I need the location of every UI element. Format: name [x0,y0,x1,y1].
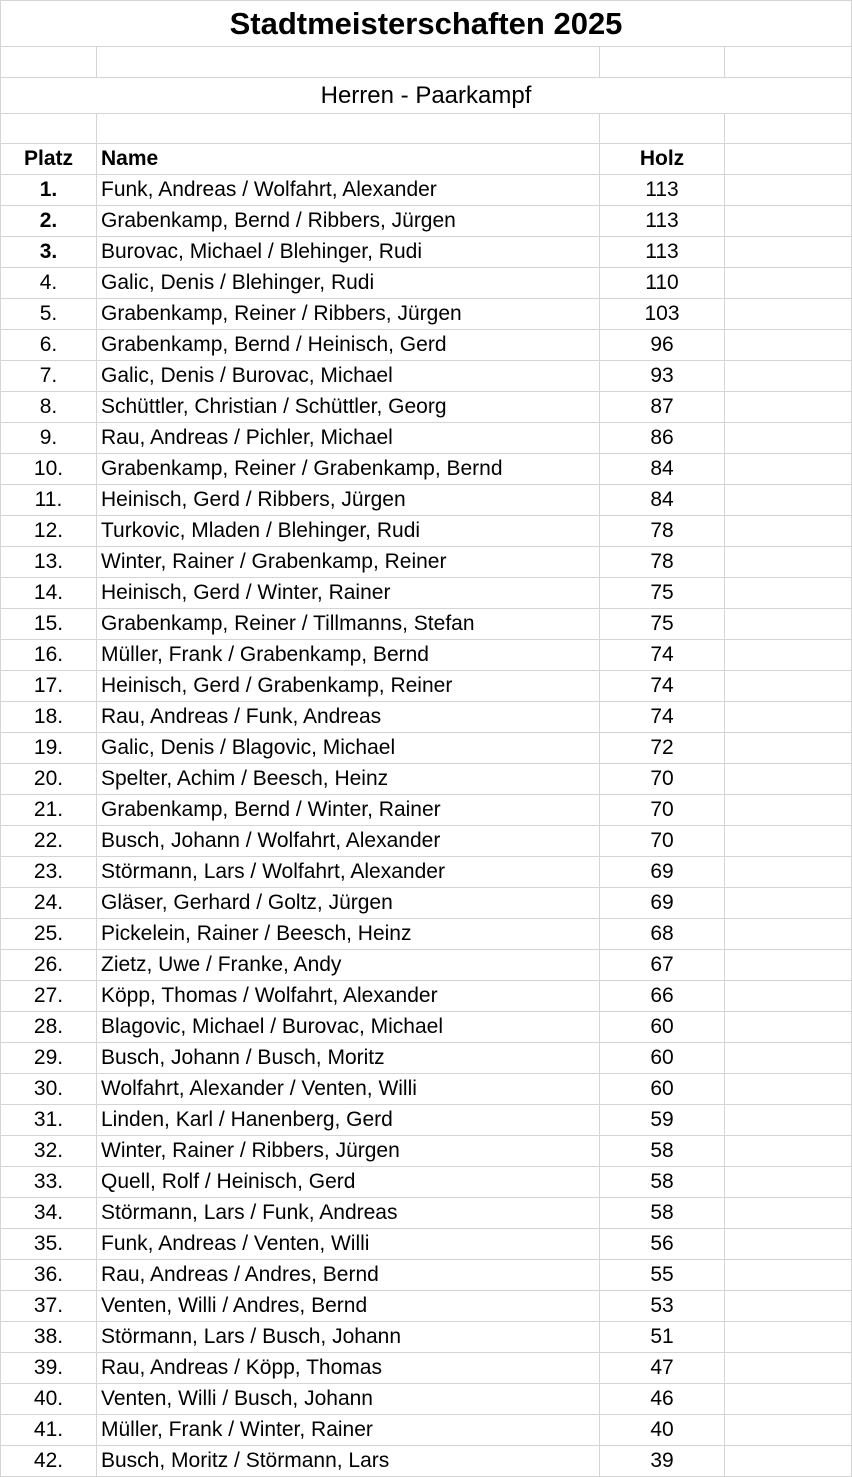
platz-cell[interactable]: 3. [0,237,97,267]
platz-cell[interactable]: 36. [0,1260,97,1290]
header-platz[interactable]: Platz [0,144,97,174]
table-row [0,206,852,237]
results-table [0,175,852,1477]
platz-cell[interactable]: 19. [0,733,97,763]
header-row [0,144,852,175]
table-row [0,392,852,423]
platz-cell[interactable]: 14. [0,578,97,608]
name-cell[interactable]: Müller, Frank / Grabenkamp, Bernd [97,640,600,670]
platz-cell[interactable]: 12. [0,516,97,546]
holz-cell[interactable]: 53 [600,1291,725,1321]
name-cell[interactable]: Busch, Johann / Busch, Moritz [97,1043,600,1073]
holz-cell[interactable]: 60 [600,1012,725,1042]
platz-cell[interactable]: 11. [0,485,97,515]
empty-cell[interactable] [725,671,852,701]
holz-cell[interactable]: 60 [600,1074,725,1104]
name-cell[interactable]: Burovac, Michael / Blehinger, Rudi [97,237,600,267]
empty-cell[interactable] [725,919,852,949]
holz-cell[interactable]: 113 [600,175,725,205]
table-row [0,454,852,485]
platz-cell[interactable]: 8. [0,392,97,422]
platz-cell[interactable]: 13. [0,547,97,577]
empty-cell[interactable] [725,361,852,391]
holz-cell[interactable]: 75 [600,609,725,639]
platz-cell[interactable]: 15. [0,609,97,639]
name-cell[interactable]: Blagovic, Michael / Burovac, Michael [97,1012,600,1042]
table-row [0,299,852,330]
empty-cell[interactable] [725,423,852,453]
table-row [0,795,852,826]
empty-cell[interactable] [725,609,852,639]
empty-cell[interactable] [725,826,852,856]
empty-cell[interactable] [725,299,852,329]
name-cell[interactable]: Grabenkamp, Reiner / Ribbers, Jürgen [97,299,600,329]
platz-cell[interactable]: 6. [0,330,97,360]
platz-cell[interactable]: 34. [0,1198,97,1228]
table-row [0,578,852,609]
name-cell[interactable]: Wolfahrt, Alexander / Venten, Willi [97,1074,600,1104]
holz-cell[interactable]: 74 [600,671,725,701]
table-row [0,888,852,919]
empty-cell[interactable] [725,1136,852,1166]
table-row [0,1136,852,1167]
name-cell[interactable]: Funk, Andreas / Venten, Willi [97,1229,600,1259]
holz-cell[interactable]: 78 [600,516,725,546]
table-row [0,1384,852,1415]
platz-cell[interactable]: 29. [0,1043,97,1073]
holz-cell[interactable]: 74 [600,702,725,732]
holz-cell[interactable]: 70 [600,826,725,856]
empty-cell[interactable] [725,144,852,174]
subtitle-row [0,78,852,114]
platz-cell[interactable]: 37. [0,1291,97,1321]
name-cell[interactable]: Grabenkamp, Bernd / Ribbers, Jürgen [97,206,600,236]
table-row [0,919,852,950]
platz-cell[interactable]: 33. [0,1167,97,1197]
name-cell[interactable]: Grabenkamp, Bernd / Winter, Rainer [97,795,600,825]
empty-cell[interactable] [600,47,725,77]
empty-cell[interactable] [725,237,852,267]
table-row [0,1415,852,1446]
name-cell[interactable]: Heinisch, Gerd / Winter, Rainer [97,578,600,608]
name-cell[interactable]: Störmann, Lars / Busch, Johann [97,1322,600,1352]
empty-cell[interactable] [0,47,97,77]
holz-cell[interactable]: 58 [600,1167,725,1197]
holz-cell[interactable]: 74 [600,640,725,670]
holz-cell[interactable]: 110 [600,268,725,298]
platz-cell[interactable]: 39. [0,1353,97,1383]
holz-cell[interactable]: 86 [600,423,725,453]
holz-cell[interactable]: 40 [600,1415,725,1445]
holz-cell[interactable]: 60 [600,1043,725,1073]
empty-cell[interactable] [725,547,852,577]
table-row [0,733,852,764]
blank-row [0,47,852,78]
name-cell[interactable]: Galic, Denis / Blagovic, Michael [97,733,600,763]
name-cell[interactable]: Funk, Andreas / Wolfahrt, Alexander [97,175,600,205]
empty-cell[interactable] [725,1415,852,1445]
holz-cell[interactable]: 69 [600,888,725,918]
holz-cell[interactable]: 84 [600,454,725,484]
holz-cell[interactable]: 69 [600,857,725,887]
table-row [0,1260,852,1291]
table-row [0,671,852,702]
empty-cell[interactable] [725,764,852,794]
name-cell[interactable]: Grabenkamp, Bernd / Heinisch, Gerd [97,330,600,360]
empty-cell[interactable] [725,268,852,298]
platz-cell[interactable]: 20. [0,764,97,794]
empty-cell[interactable] [97,114,600,143]
empty-cell[interactable] [725,640,852,670]
name-cell[interactable]: Rau, Andreas / Köpp, Thomas [97,1353,600,1383]
table-row [0,547,852,578]
name-cell[interactable]: Venten, Willi / Andres, Bernd [97,1291,600,1321]
empty-cell[interactable] [725,1167,852,1197]
table-row [0,640,852,671]
holz-cell[interactable]: 87 [600,392,725,422]
platz-cell[interactable]: 35. [0,1229,97,1259]
name-cell[interactable]: Busch, Johann / Wolfahrt, Alexander [97,826,600,856]
empty-cell[interactable] [725,1074,852,1104]
page-title[interactable]: Stadtmeisterschaften 2025 [0,0,852,46]
table-row [0,1012,852,1043]
platz-cell[interactable]: 10. [0,454,97,484]
empty-cell[interactable] [0,114,97,143]
platz-cell[interactable]: 30. [0,1074,97,1104]
holz-cell[interactable]: 39 [600,1446,725,1476]
name-cell[interactable]: Köpp, Thomas / Wolfahrt, Alexander [97,981,600,1011]
platz-cell[interactable]: 21. [0,795,97,825]
platz-cell[interactable]: 7. [0,361,97,391]
holz-cell[interactable]: 58 [600,1136,725,1166]
platz-cell[interactable]: 1. [0,175,97,205]
name-cell[interactable]: Schüttler, Christian / Schüttler, Georg [97,392,600,422]
platz-cell[interactable]: 42. [0,1446,97,1476]
platz-cell[interactable]: 23. [0,857,97,887]
name-cell[interactable]: Spelter, Achim / Beesch, Heinz [97,764,600,794]
holz-cell[interactable]: 46 [600,1384,725,1414]
holz-cell[interactable]: 113 [600,237,725,267]
platz-cell[interactable]: 27. [0,981,97,1011]
empty-cell[interactable] [725,1291,852,1321]
holz-cell[interactable]: 75 [600,578,725,608]
holz-cell[interactable]: 51 [600,1322,725,1352]
empty-cell[interactable] [725,175,852,205]
platz-cell[interactable]: 25. [0,919,97,949]
platz-cell[interactable]: 38. [0,1322,97,1352]
empty-cell[interactable] [725,1446,852,1476]
table-row [0,485,852,516]
platz-cell[interactable]: 22. [0,826,97,856]
empty-cell[interactable] [725,1260,852,1290]
name-cell[interactable]: Winter, Rainer / Ribbers, Jürgen [97,1136,600,1166]
table-row [0,423,852,454]
blank-row [0,114,852,144]
platz-cell[interactable]: 2. [0,206,97,236]
empty-cell[interactable] [97,47,600,77]
table-row [0,1043,852,1074]
platz-cell[interactable]: 17. [0,671,97,701]
name-cell[interactable]: Galic, Denis / Blehinger, Rudi [97,268,600,298]
empty-cell[interactable] [725,1105,852,1135]
name-cell[interactable]: Störmann, Lars / Funk, Andreas [97,1198,600,1228]
header-holz[interactable]: Holz [600,144,725,174]
empty-cell[interactable] [725,1322,852,1352]
platz-cell[interactable]: 9. [0,423,97,453]
table-row [0,1074,852,1105]
empty-cell[interactable] [725,702,852,732]
table-row [0,1229,852,1260]
holz-cell[interactable]: 55 [600,1260,725,1290]
empty-cell[interactable] [725,950,852,980]
table-row [0,950,852,981]
empty-cell[interactable] [725,1012,852,1042]
name-cell[interactable]: Winter, Rainer / Grabenkamp, Reiner [97,547,600,577]
empty-cell[interactable] [725,47,852,77]
header-name[interactable]: Name [97,144,600,174]
empty-cell[interactable] [725,454,852,484]
holz-cell[interactable]: 67 [600,950,725,980]
name-cell[interactable]: Turkovic, Mladen / Blehinger, Rudi [97,516,600,546]
holz-cell[interactable]: 59 [600,1105,725,1135]
title-row [0,0,852,47]
platz-cell[interactable]: 32. [0,1136,97,1166]
platz-cell[interactable]: 18. [0,702,97,732]
table-row [0,826,852,857]
subtitle[interactable]: Herren - Paarkampf [0,78,852,113]
name-cell[interactable]: Grabenkamp, Reiner / Tillmanns, Stefan [97,609,600,639]
table-row [0,361,852,392]
name-cell[interactable]: Linden, Karl / Hanenberg, Gerd [97,1105,600,1135]
empty-cell[interactable] [725,206,852,236]
holz-cell[interactable]: 56 [600,1229,725,1259]
empty-cell[interactable] [725,1198,852,1228]
table-row [0,764,852,795]
table-row [0,268,852,299]
holz-cell[interactable]: 47 [600,1353,725,1383]
table-row [0,175,852,206]
empty-cell[interactable] [725,392,852,422]
platz-cell[interactable]: 16. [0,640,97,670]
empty-cell[interactable] [725,485,852,515]
name-cell[interactable]: Störmann, Lars / Wolfahrt, Alexander [97,857,600,887]
platz-cell[interactable]: 31. [0,1105,97,1135]
empty-cell[interactable] [725,516,852,546]
holz-cell[interactable]: 113 [600,206,725,236]
holz-cell[interactable]: 78 [600,547,725,577]
name-cell[interactable]: Galic, Denis / Burovac, Michael [97,361,600,391]
name-cell[interactable]: Busch, Moritz / Störmann, Lars [97,1446,600,1476]
name-cell[interactable]: Quell, Rolf / Heinisch, Gerd [97,1167,600,1197]
name-cell[interactable]: Rau, Andreas / Andres, Bernd [97,1260,600,1290]
holz-cell[interactable]: 72 [600,733,725,763]
empty-cell[interactable] [725,1384,852,1414]
platz-cell[interactable]: 24. [0,888,97,918]
empty-cell[interactable] [725,795,852,825]
name-cell[interactable]: Venten, Willi / Busch, Johann [97,1384,600,1414]
holz-cell[interactable]: 84 [600,485,725,515]
empty-cell[interactable] [725,114,852,143]
holz-cell[interactable]: 93 [600,361,725,391]
table-row [0,1105,852,1136]
table-row [0,609,852,640]
empty-cell[interactable] [725,1353,852,1383]
holz-cell[interactable]: 70 [600,764,725,794]
table-row [0,237,852,268]
name-cell[interactable]: Rau, Andreas / Funk, Andreas [97,702,600,732]
name-cell[interactable]: Müller, Frank / Winter, Rainer [97,1415,600,1445]
holz-cell[interactable]: 68 [600,919,725,949]
table-row [0,1322,852,1353]
empty-cell[interactable] [725,733,852,763]
name-cell[interactable]: Grabenkamp, Reiner / Grabenkamp, Bernd [97,454,600,484]
platz-cell[interactable]: 5. [0,299,97,329]
platz-cell[interactable]: 41. [0,1415,97,1445]
table-row [0,1198,852,1229]
platz-cell[interactable]: 40. [0,1384,97,1414]
table-row [0,516,852,547]
table-row [0,857,852,888]
name-cell[interactable]: Gläser, Gerhard / Goltz, Jürgen [97,888,600,918]
platz-cell[interactable]: 28. [0,1012,97,1042]
table-row [0,1446,852,1477]
empty-cell[interactable] [725,1229,852,1259]
name-cell[interactable]: Heinisch, Gerd / Ribbers, Jürgen [97,485,600,515]
holz-cell[interactable]: 70 [600,795,725,825]
table-row [0,1353,852,1384]
holz-cell[interactable]: 66 [600,981,725,1011]
empty-cell[interactable] [600,114,725,143]
name-cell[interactable]: Heinisch, Gerd / Grabenkamp, Reiner [97,671,600,701]
table-row [0,702,852,733]
empty-cell[interactable] [725,857,852,887]
empty-cell[interactable] [725,888,852,918]
table-row [0,330,852,361]
empty-cell[interactable] [725,981,852,1011]
platz-cell[interactable]: 4. [0,268,97,298]
holz-cell[interactable]: 58 [600,1198,725,1228]
empty-cell[interactable] [725,578,852,608]
holz-cell[interactable]: 103 [600,299,725,329]
holz-cell[interactable]: 96 [600,330,725,360]
table-row [0,1291,852,1322]
table-row [0,1167,852,1198]
name-cell[interactable]: Pickelein, Rainer / Beesch, Heinz [97,919,600,949]
name-cell[interactable]: Rau, Andreas / Pichler, Michael [97,423,600,453]
table-row [0,981,852,1012]
platz-cell[interactable]: 26. [0,950,97,980]
name-cell[interactable]: Zietz, Uwe / Franke, Andy [97,950,600,980]
empty-cell[interactable] [725,330,852,360]
empty-cell[interactable] [725,1043,852,1073]
